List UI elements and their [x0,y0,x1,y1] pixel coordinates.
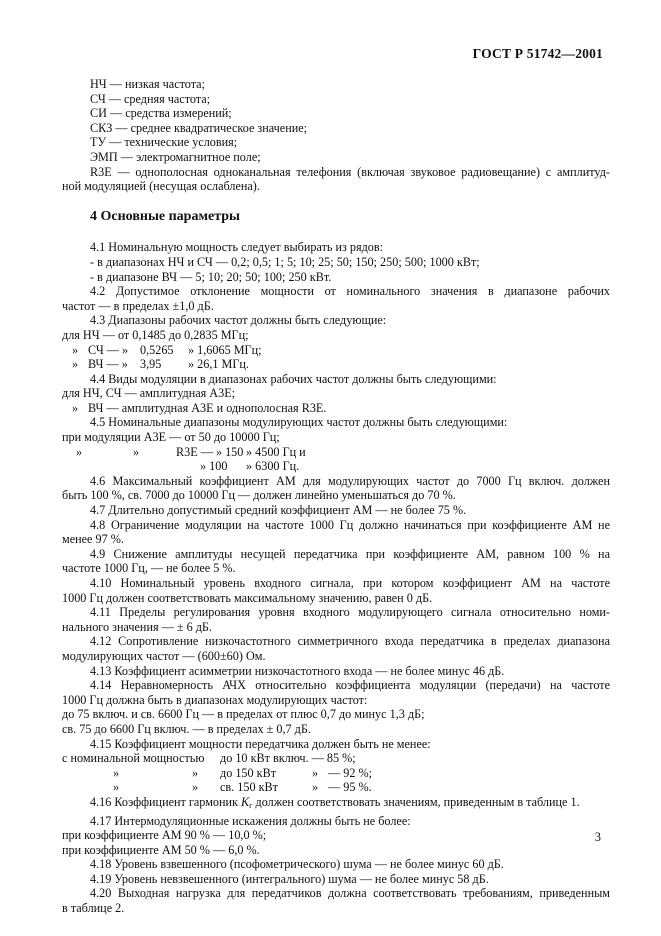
document-header: ГОСТ Р 51742—2001 [472,46,603,61]
para-4-19: 4.19 Уровень невзвешенного (интегрального) шума — не более минус 58 дБ. [90,871,489,886]
ditto-mark: » [112,765,120,780]
range-to: » 6300 Гц. [246,459,300,474]
para-4-20-line: 4.20 Выходная нагрузка для передатчиков должна соответствовать требованиям, приведенным [90,886,610,901]
para-4-8-line: менее 97 %. [62,532,124,547]
para-4-6-line: быть 100 %, св. 7000 до 10000 Гц — должен линейно уменьшаться до 70 %. [62,488,456,503]
para-4-14-line: св. 75 до 6600 Гц включ. — в пределах ± 0,7 дБ. [62,721,311,736]
range-from: » 100 [200,459,228,474]
abbr-r3e-line2: ной модуляцией (несущая ослаблена). [62,179,260,194]
abbr-r3e-line1: R3E — однополосная одноканальная телефония (включая звуковое радиовещание) с амплитуд- [90,164,610,179]
range-from: R3E — » 150 [176,444,244,459]
ditto-mark: » [191,765,199,780]
para-4-4-intro: 4.4 Виды модуляции в диапазонах рабочих частот должны быть следующими: [90,371,497,386]
para-4-6-line: 4.6 Максимальный коэффициент АМ для модулирующих частот до 7000 Гц включ. должен [90,473,610,488]
para-4-14-line: 1000 Гц должна быть в диапазонах модулирующих частот: [62,692,368,707]
para-4-17-row: при коэффициенте АМ 50 % — 6,0 %. [62,842,260,857]
para-4-1-intro: 4.1 Номинальную мощность следует выбирать из рядов: [90,240,384,255]
range-from: 0,5265 [140,342,174,357]
para-4-7: 4.7 Длительно допустимый средний коэффициент АМ — не более 75 %. [90,503,467,518]
ditto-mark: » [71,357,79,372]
para-4-5-row [62,445,610,460]
para-4-20-line: в таблице 2. [62,901,125,916]
abbr-item: НЧ — низкая частота; [90,77,205,91]
para-4-11-line: 4.11 Пределы регулирования уровня входного модулирующего сигнала относительно номи- [90,605,610,620]
ditto-mark: » [75,444,83,459]
ditto-mark: » [191,780,199,795]
range-to: » 26,1 МГц. [188,357,249,372]
para-4-17-row: при коэффициенте АМ 90 % — 10,0 %; [62,828,267,843]
ditto-mark: » [132,444,140,459]
abbr-item: ЭМП — электромагнитное поле; [90,149,261,164]
abbr-item: СИ — средства измерений; [90,106,232,121]
para-4-16-text: должен соответствовать значениям, приведенным в таблице 1. [255,794,580,809]
para-4-5-row: при модуляции А3Е — от 50 до 10000 Гц; [62,430,280,445]
para-4-10-line: 1000 Гц должен соответствовать максимальному значению, равен 0 дБ. [62,590,433,605]
para-4-3-row: для НЧ — от 0,1485 до 0,2835 МГц; [62,327,249,342]
para-4-13: 4.13 Коэффициент асимметрии низкочастотного входа — не более минус 46 дБ. [90,663,505,678]
para-4-1-row: - в диапазонах НЧ и СЧ — 0,2; 0,5; 1; 5; 10; 25; 50; 150; 250; 500; 1000 кВт; [90,254,480,269]
range-label: СЧ — » [88,342,129,357]
para-4-16-text: 4.16 Коэффициент гармоник [90,794,238,809]
range-to: » 4500 Гц и [246,444,306,459]
para-4-3-row [62,343,610,358]
power-value: — 95 %. [328,780,372,795]
para-4-12-line: 4.12 Сопротивление низкочастотного симметричного входа передатчика в пределах диапазона [90,634,610,649]
para-4-15-row [62,766,610,781]
para-4-8-line: 4.8 Ограничение модуляции на частоте 1000 Гц должно начинаться при коэффициенте АМ не [90,517,610,532]
para-4-5-intro: 4.5 Номинальные диапазоны модулирующих частот должны быть следующими: [90,415,508,430]
ditto-mark: » [112,780,120,795]
ditto-mark: » [311,780,319,795]
power-range: до 150 кВт [220,765,277,780]
para-4-9-line: частоте 1000 Гц, — не более 5 %. [62,561,236,576]
para-4-12-line: модулирующих частот — (600±60) Ом. [62,648,266,663]
para-4-2-line: частот — в пределах ±1,0 дБ. [62,298,214,313]
range-label: ВЧ — » [88,357,128,372]
para-4-2-line: 4.2 Допустимое отклонение мощности от номинального значения в диапазоне рабочих [90,284,610,299]
power-value: — 92 %; [328,765,373,780]
power-range: св. 150 кВт [220,780,278,795]
para-4-15-row [62,780,610,795]
ditto-mark: » [71,400,79,415]
para-4-11-line: нального значения — ± 6 дБ. [62,619,212,634]
ditto-mark: » [71,342,79,357]
para-4-17-intro: 4.17 Интермодуляционные искажения должны быть не более: [90,813,411,828]
para-4-9-line: 4.9 Снижение амплитуды несущей передатчика при коэффициенте АМ, равном 100 % на [90,546,610,561]
para-4-3-intro: 4.3 Диапазоны рабочих частот должны быть следующие: [90,313,387,328]
para-4-4-row [62,401,610,416]
abbr-item: СЧ — средняя частота; [90,91,211,106]
para-4-15-intro: 4.15 Коэффициент мощности передатчика должен быть не менее: [90,736,431,751]
range-from: 3,95 [140,357,162,372]
para-4-14-line: до 75 включ. и св. 6600 Гц — в пределах от плюс 0,7 до минус 1,3 дБ; [62,707,425,722]
abbr-item: СКЗ — среднее квадратическое значение; [90,120,308,135]
para-4-14-line: 4.14 Неравномерность АЧХ относительно коэффициента модуляции (передачи) на частоте [90,678,610,693]
para-4-16 [62,795,610,814]
page-number: 3 [594,830,601,844]
para-4-4-row: для НЧ, СЧ — амплитудная А3Е; [62,386,236,401]
harmonic-symbol: K [241,794,250,809]
power-value: до 10 кВт включ. — 85 %; [220,751,356,766]
range-to: » 1,6065 МГц; [188,342,262,357]
para-4-18: 4.18 Уровень взвешенного (псофометрического) шума — не более минус 60 дБ. [90,857,504,872]
section-title: 4 Основные параметры [90,208,240,224]
para-4-10-line: 4.10 Номинальный уровень входного сигнала, при котором коэффициент АМ на частоте [90,576,610,590]
power-label: с номинальной мощностью [62,751,205,766]
para-4-3-row [62,357,610,372]
ditto-mark: » [311,765,319,780]
modulation-type: ВЧ — амплитудная А3Е и однополосная R3E. [88,400,327,415]
para-4-15-row [62,751,610,766]
harmonic-subscript: г [249,800,253,810]
para-4-5-row [62,459,610,474]
abbr-item: ТУ — технические условия; [90,135,238,150]
page-content [62,77,610,916]
para-4-1-row: - в диапазоне ВЧ — 5; 10; 20; 50; 100; 250 кВт. [90,269,332,284]
